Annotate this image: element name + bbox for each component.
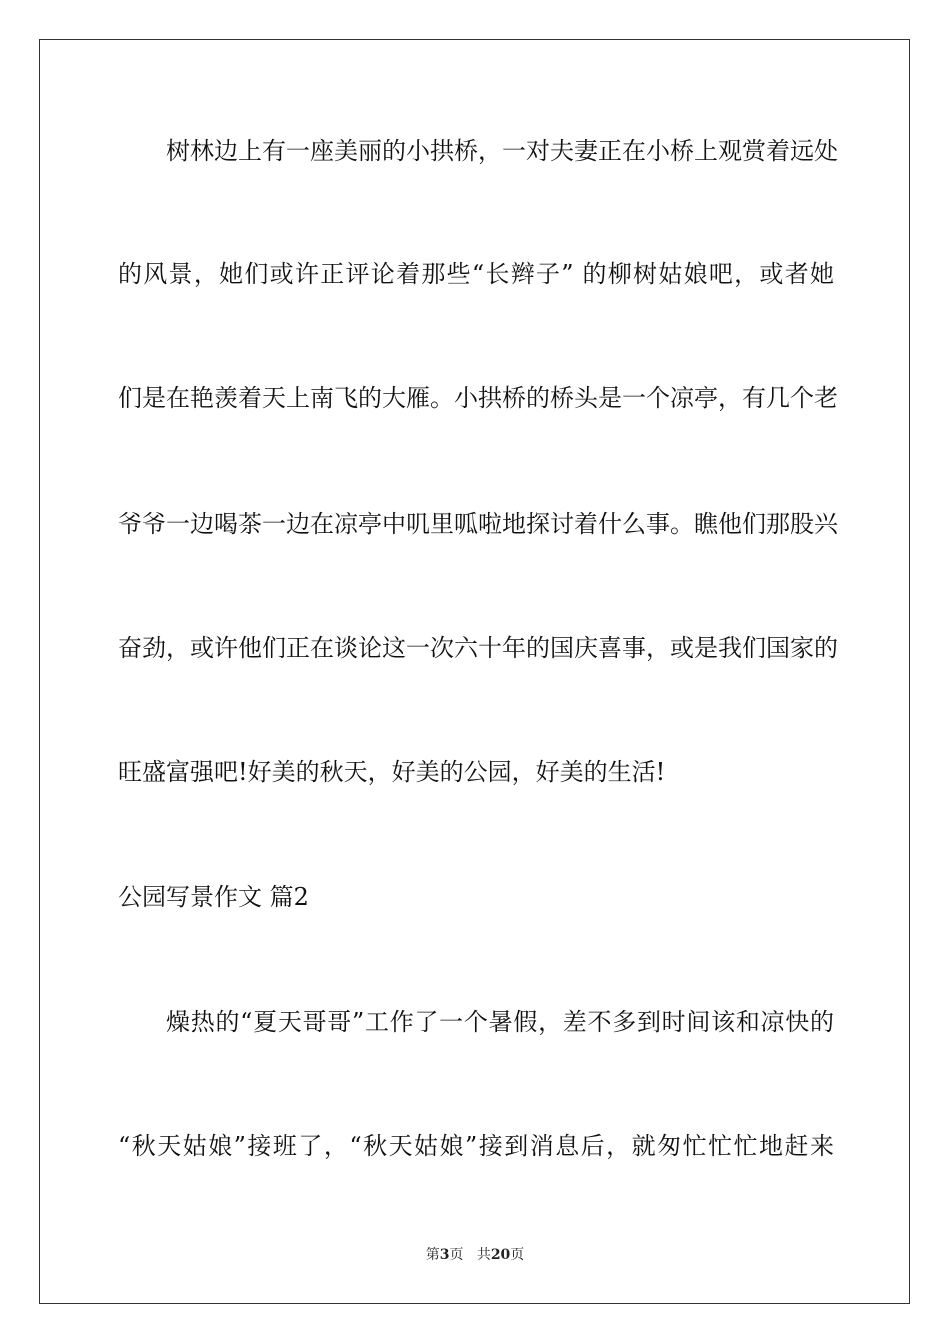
page-frame: [39, 39, 910, 1304]
paragraph1-line-1: 树林边上有一座美丽的小拱桥，一对夫妻正在小桥上观赏着远处: [166, 137, 838, 165]
paragraph1-line-5: 奋劲，或许他们正在谈论这一次六十年的国庆喜事，或是我们国家的: [118, 634, 838, 662]
page-number: 3: [439, 1247, 450, 1263]
paragraph1-line-3: 们是在艳羡着天上南飞的大雁。小拱桥的桥头是一个凉亭，有几个老: [118, 384, 838, 412]
total-pages: 20: [490, 1247, 511, 1263]
section-heading: 公园写景作文 篇2: [118, 883, 309, 911]
page-prefix: 第: [425, 1247, 440, 1263]
paragraph2-line-1: 燥热的“夏天哥哥”工作了一个暑假，差不多到时间该和凉快的: [166, 1008, 834, 1036]
paragraph2-line-2: “秋天姑娘”接班了，“秋天姑娘”接到消息后，就匆忙忙忙地赶来: [118, 1132, 834, 1160]
paragraph1-line-6: 旺盛富强吧!好美的秋天，好美的公园，好美的生活!: [118, 758, 666, 786]
total-suffix: 页: [510, 1247, 525, 1263]
paragraph1-line-4: 爷爷一边喝茶一边在凉亭中叽里呱啦地探讨着什么事。瞧他们那股兴: [118, 510, 838, 538]
page-footer: [0, 1246, 950, 1264]
paragraph1-line-2: 的风景，她们或许正评论着那些“长辫子” 的柳树姑娘吧，或者她: [118, 260, 834, 288]
total-prefix: 共: [476, 1247, 491, 1263]
page-suffix: 页: [449, 1247, 464, 1263]
